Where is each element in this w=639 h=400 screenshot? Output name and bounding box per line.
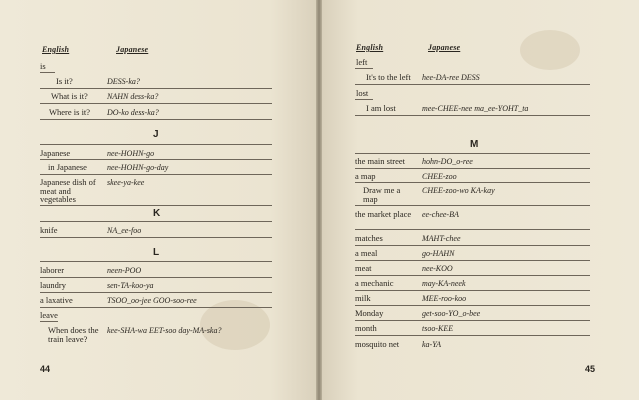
entry-japanese: MAHT-chee	[422, 234, 461, 243]
entry-english: a map	[355, 171, 376, 181]
entry-divider	[355, 99, 373, 100]
entry-divider	[355, 84, 590, 85]
paper-stain	[520, 30, 580, 70]
entry-english: Japanese dish of meat and vegetables	[40, 177, 96, 204]
entry-japanese: tsoo-KEE	[422, 324, 454, 333]
book-gutter	[316, 0, 322, 400]
entry-japanese: sen-TA-koo-ya	[107, 281, 154, 290]
section-letter-j: J	[153, 129, 159, 140]
entry-english: Where is it?	[49, 107, 91, 117]
entry-english: a mechanic	[355, 278, 394, 288]
entry-divider	[40, 261, 272, 262]
entry-japanese: skee-ya-kee	[107, 178, 145, 187]
entry-divider	[355, 260, 590, 261]
entry-english: It's to the left	[366, 72, 411, 82]
entry-japanese: CHEE-zoo-wo KA-kay	[422, 186, 495, 195]
entry-divider	[40, 307, 272, 308]
entry-english: Draw me a map	[363, 185, 401, 204]
entry-japanese: mee-CHEE-nee ma_ee-YOHT_ta	[422, 104, 529, 113]
entry-divider	[355, 290, 590, 291]
entry-japanese: MEE-roo-koo	[422, 294, 467, 303]
section-letter-k: K	[153, 208, 161, 219]
entry-english: I am lost	[366, 103, 396, 113]
page-number-left: 44	[40, 364, 51, 374]
entry-japanese: nee-KOO	[422, 264, 453, 273]
entry-divider	[40, 205, 272, 206]
section-letter-l: L	[153, 247, 160, 258]
entry-divider	[40, 277, 272, 278]
entry-japanese: NAHN dess-ka?	[107, 92, 159, 101]
entry-divider	[355, 168, 590, 169]
entry-english: Monday	[355, 308, 384, 318]
entry-divider	[355, 335, 590, 336]
entry-japanese: nee-HOHN-go-day	[107, 163, 169, 172]
entry-japanese: kee-SHA-wa EET-soo day-MA-ska?	[107, 326, 222, 335]
entry-english: a laxative	[40, 295, 73, 305]
entry-english: Japanese	[40, 148, 71, 158]
entry-divider	[40, 221, 272, 222]
entry-divider	[40, 321, 58, 322]
entry-divider	[40, 72, 55, 73]
entry-japanese: may-KA-neek	[422, 279, 466, 288]
right-col-header-japanese: Japanese	[428, 43, 461, 52]
entry-japanese: go-HAHN	[422, 249, 455, 258]
entry-english: the market place	[355, 209, 412, 219]
entry-divider	[40, 237, 272, 238]
entry-english: laundry	[40, 280, 66, 290]
entry-divider	[40, 292, 272, 293]
entry-english: meat	[355, 263, 372, 273]
entry-english: Is it?	[56, 76, 73, 86]
entry-english: month	[355, 323, 377, 333]
entry-japanese: NA_ee-foo	[107, 226, 142, 235]
entry-japanese: ka-YA	[422, 340, 441, 349]
entry-japanese: neen-POO	[107, 266, 142, 275]
entry-divider	[355, 320, 590, 321]
entry-japanese: hee-DA-ree DESS	[422, 73, 480, 82]
entry-divider	[355, 229, 590, 230]
entry-divider	[355, 205, 590, 206]
entry-divider	[355, 245, 590, 246]
entry-divider	[355, 275, 590, 276]
entry-divider	[40, 103, 272, 104]
left-col-header-english: English	[42, 45, 70, 54]
entry-divider	[355, 182, 590, 183]
entry-english: When does the train leave?	[48, 325, 99, 344]
entry-divider	[355, 305, 590, 306]
entry-english: milk	[355, 293, 371, 303]
entry-japanese: get-soo-YO_o-bee	[422, 309, 481, 318]
entry-divider	[355, 153, 590, 154]
entry-japanese: ee-chee-BA	[422, 210, 459, 219]
entry-english: the main street	[355, 156, 406, 166]
right-col-header-english: English	[356, 43, 384, 52]
entry-divider	[40, 174, 272, 175]
entry-english: laborer	[40, 265, 65, 275]
left-col-header-japanese: Japanese	[116, 45, 149, 54]
entry-japanese: nee-HOHN-go	[107, 149, 155, 158]
entry-english: is	[40, 61, 46, 71]
entry-japanese: TSOO_oo-jee GOO-soo-ree	[107, 296, 197, 305]
entry-divider	[40, 88, 272, 89]
entry-japanese: DO-ko dess-ka?	[107, 108, 159, 117]
entry-divider	[40, 159, 272, 160]
entry-divider	[40, 144, 272, 145]
entry-english: knife	[40, 225, 58, 235]
entry-japanese: CHEE-zoo	[422, 172, 457, 181]
entry-japanese: hohn-DO_o-ree	[422, 157, 473, 166]
entry-japanese: DESS-ka?	[107, 77, 140, 86]
entry-divider	[40, 119, 272, 120]
entry-english: leave	[40, 310, 58, 320]
entry-english: left	[356, 57, 368, 67]
entry-divider	[355, 68, 373, 69]
entry-english: a meal	[355, 248, 378, 258]
entry-divider	[355, 115, 590, 116]
entry-english: mosquito net	[355, 339, 400, 349]
section-letter-m: M	[470, 139, 479, 150]
entry-english: matches	[355, 233, 383, 243]
page-number-right: 45	[585, 364, 596, 374]
entry-english: in Japanese	[48, 162, 87, 172]
entry-english: What is it?	[51, 91, 88, 101]
entry-english: lost	[356, 88, 369, 98]
